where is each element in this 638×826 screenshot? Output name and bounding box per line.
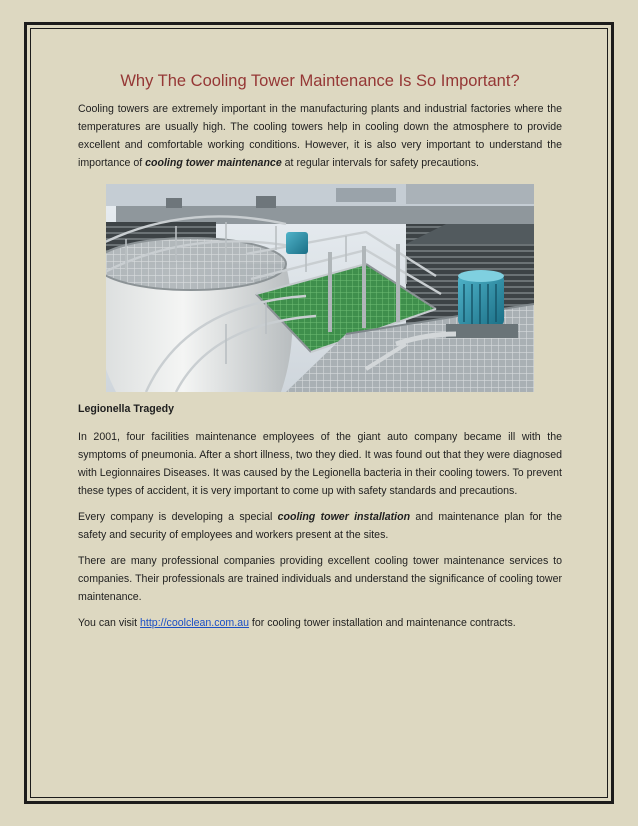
keyword-cooling-tower-maintenance: cooling tower maintenance xyxy=(145,157,282,169)
paragraph-visit-end: for cooling tower installation and maintenance contracts. xyxy=(248,617,516,629)
coolclean-link[interactable]: http://coolclean.com.au xyxy=(140,617,249,629)
paragraph-installation-end: and maintenance plan for the safety and security of employees and workers present at the sites. xyxy=(78,511,562,541)
article-title: Why The Cooling Tower Maintenance Is So Important? xyxy=(120,72,520,90)
keyword-cooling-tower-installation: cooling tower installation xyxy=(277,511,411,523)
intro-text-start: Cooling towers are extremely important in the manufacturing plants and industrial factories where the temperatures are usually high. The cooling towers help in cooling down the atmosphere to provide excellent and comfortable working conditions. However, it is also very important to understand the importance of xyxy=(78,103,562,169)
paragraph-installation xyxy=(78,508,562,544)
paragraph-legionella: In 2001, four facilities maintenance employees of the giant auto company became ill with the symptoms of pneumonia. After a short illness, two they died. It was found out that they were diagnosed with Legionnaires Diseases. It was caused by the Legionella bacteria in their cooling towers. To prevent these types of accident, it is very important to come up with safety standards and precautions. xyxy=(78,431,562,497)
cooling-tower-photo xyxy=(106,184,534,392)
section-heading: Legionella Tragedy xyxy=(78,403,174,415)
paragraph-professionals: There are many professional companies providing excellent cooling tower maintenance services to companies. Their professionals are trained individuals and understand the significance of cooling tower maintenance. xyxy=(78,555,562,603)
paragraph-installation-start: Every company is developing a special xyxy=(78,511,278,523)
article-content xyxy=(78,70,562,640)
paragraph-visit-start: You can visit xyxy=(78,617,141,629)
intro-text-end: at regular intervals for safety precautions. xyxy=(281,157,479,169)
paragraph-visit xyxy=(78,614,562,632)
intro-paragraph xyxy=(78,100,562,172)
